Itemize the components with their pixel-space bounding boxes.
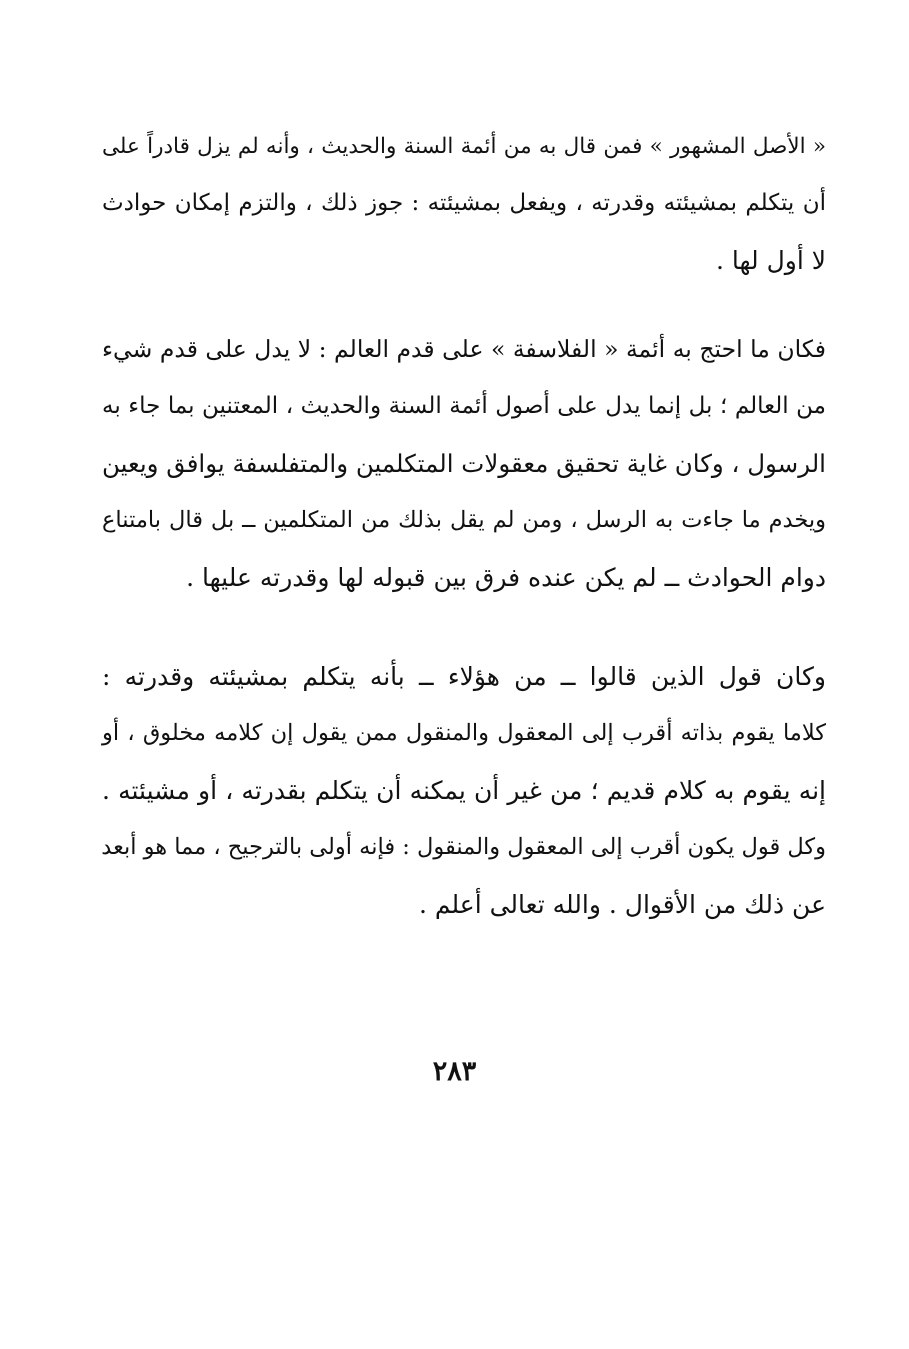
text-line: عن ذلك من الأقوال . والله تعالى أعلم . — [418, 890, 826, 919]
text-line: ويخدم ما جاءت به الرسل ، ومن لم يقل بذلك من المتكلمين ــ بل قال بامتناع — [102, 507, 826, 533]
text-line: « الأصل المشهور » فمن قال به من أئمة السنة والحديث ، وأنه لم يزل قادراً على — [102, 134, 826, 159]
text-line: لا أول لها . — [716, 246, 826, 275]
text-line: دوام الحوادث ــ لم يكن عنده فرق بين قبوله لها وقدرته عليها . — [186, 563, 826, 592]
text-line: من العالم ؛ بل إنما يدل على أصول أئمة السنة والحديث ، المعتنين بما جاء به — [102, 393, 826, 419]
text-line: إنه يقوم به كلام قديم ؛ من غير أن يمكنه أن يتكلم بقدرته ، أو مشيئته . — [102, 776, 826, 805]
paragraph-3 — [102, 648, 826, 933]
page-number: ٢٨٣ — [432, 1056, 477, 1087]
paragraph-1 — [102, 118, 826, 289]
text-line: كلاما يقوم بذاته أقرب إلى المعقول والمنقول ممن يقول إن كلامه مخلوق ، أو — [102, 720, 826, 746]
text-line: أن يتكلم بمشيئته وقدرته ، ويفعل بمشيئته : جوز ذلك ، والتزم إمكان حوادث — [102, 190, 826, 216]
text-line: فكان ما احتج به أئمة « الفلاسفة » على قدم العالم : لا يدل على قدم شيء — [102, 335, 826, 363]
paragraph-2 — [102, 321, 826, 606]
text-line: وكان قول الذين قالوا ــ من هؤلاء ــ بأنه يتكلم بمشيئته وقدرته : — [102, 662, 826, 691]
text-line: الرسول ، وكان غاية تحقيق معقولات المتكلمين والمتفلسفة يوافق ويعين — [101, 449, 826, 478]
text-line: وكل قول يكون أقرب إلى المعقول والمنقول : فإنه أولى بالترجيح ، مما هو أبعد — [101, 834, 826, 860]
